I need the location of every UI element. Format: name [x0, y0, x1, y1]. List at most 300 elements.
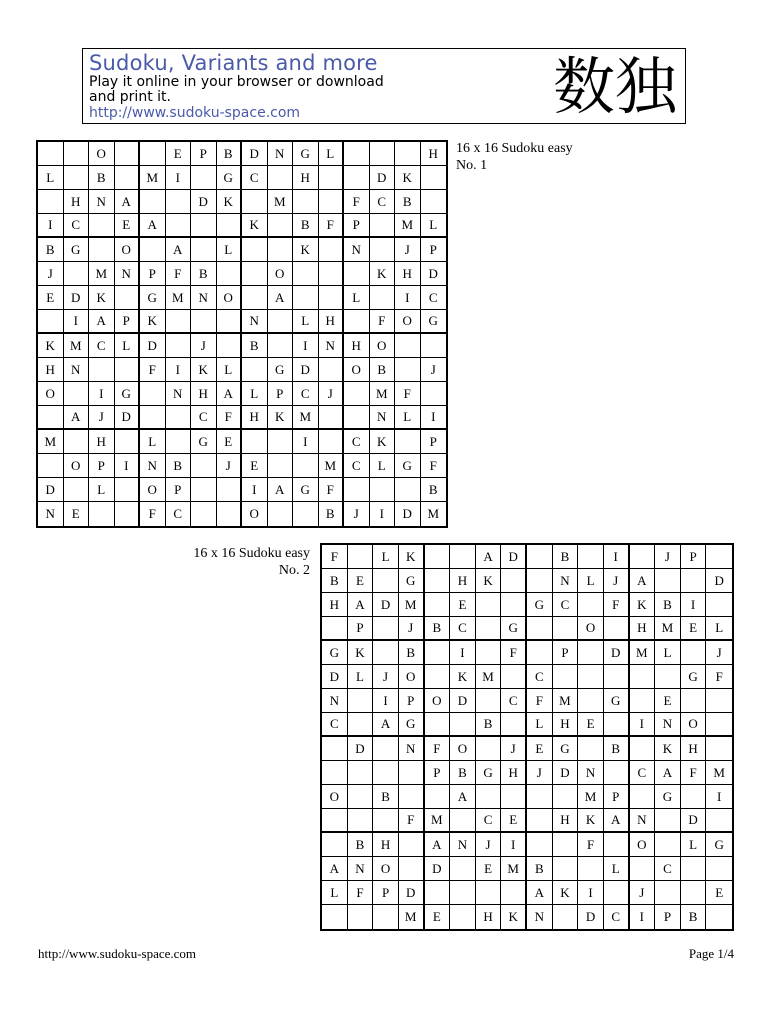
sudoku-cell	[399, 761, 425, 785]
sudoku-cell	[604, 833, 630, 857]
sudoku-cell	[166, 334, 192, 358]
sudoku-cell	[501, 713, 527, 737]
sudoku-cell	[115, 142, 141, 166]
sudoku-cell	[268, 214, 294, 238]
sudoku-cell	[681, 785, 707, 809]
sudoku-cell: J	[706, 641, 732, 665]
sudoku-grid-1	[36, 140, 448, 528]
sudoku-cell	[348, 689, 374, 713]
sudoku-cell: B	[476, 713, 502, 737]
puzzle-2-title	[150, 545, 310, 579]
sudoku-cell: B	[604, 737, 630, 761]
sudoku-cell: C	[421, 286, 447, 310]
sudoku-cell: H	[421, 142, 447, 166]
sudoku-cell	[425, 641, 451, 665]
sudoku-cell: N	[268, 142, 294, 166]
sudoku-cell	[242, 238, 268, 262]
sudoku-cell: F	[604, 593, 630, 617]
sudoku-cell	[527, 833, 553, 857]
sudoku-cell	[395, 478, 421, 502]
puzzle-1-title-line2: No. 1	[456, 158, 488, 173]
sudoku-cell: N	[319, 334, 345, 358]
sudoku-cell: F	[348, 881, 374, 905]
sudoku-cell	[64, 430, 90, 454]
sudoku-cell: A	[604, 809, 630, 833]
sudoku-cell	[476, 737, 502, 761]
sudoku-cell: C	[527, 665, 553, 689]
sudoku-cell	[681, 689, 707, 713]
sudoku-cell: M	[425, 809, 451, 833]
sudoku-cell: H	[89, 430, 115, 454]
sudoku-cell	[630, 737, 656, 761]
sudoku-cell: K	[268, 406, 294, 430]
sudoku-cell: G	[399, 569, 425, 593]
sudoku-cell	[140, 190, 166, 214]
sudoku-cell	[191, 310, 217, 334]
sudoku-cell: B	[319, 502, 345, 526]
sudoku-cell	[166, 214, 192, 238]
sudoku-cell	[344, 310, 370, 334]
sudoku-cell: M	[553, 689, 579, 713]
sudoku-cell: L	[655, 641, 681, 665]
sudoku-cell: G	[399, 713, 425, 737]
sudoku-cell	[421, 166, 447, 190]
sudoku-cell	[89, 358, 115, 382]
sudoku-cell	[578, 593, 604, 617]
sudoku-cell: P	[140, 262, 166, 286]
sudoku-cell	[706, 809, 732, 833]
sudoku-cell	[293, 190, 319, 214]
sudoku-cell: H	[64, 190, 90, 214]
sudoku-cell: D	[115, 406, 141, 430]
sudoku-cell: L	[706, 617, 732, 641]
sudoku-cell: I	[630, 713, 656, 737]
sudoku-cell: C	[64, 214, 90, 238]
sudoku-cell: M	[427, 506, 440, 521]
sudoku-cell: J	[38, 262, 64, 286]
sudoku-cell: J	[344, 502, 370, 526]
sudoku-cell: B	[421, 478, 447, 502]
sudoku-cell: B	[191, 262, 217, 286]
sudoku-cell	[38, 190, 64, 214]
sudoku-cell	[319, 358, 345, 382]
sudoku-cell	[293, 502, 319, 526]
sudoku-cell	[115, 358, 141, 382]
sudoku-cell: O	[395, 310, 421, 334]
sudoku-cell	[527, 545, 553, 569]
sudoku-cell	[140, 142, 166, 166]
sudoku-cell	[476, 641, 502, 665]
sudoku-cell	[242, 190, 268, 214]
sudoku-cell	[655, 665, 681, 689]
sudoku-cell: N	[242, 310, 268, 334]
sudoku-cell	[527, 569, 553, 593]
sudoku-cell: G	[681, 665, 707, 689]
sudoku-cell	[344, 166, 370, 190]
sudoku-cell	[191, 502, 217, 526]
sudoku-cell	[655, 833, 681, 857]
sudoku-cell: P	[655, 905, 681, 929]
sudoku-cell	[242, 262, 268, 286]
sudoku-cell: A	[476, 545, 502, 569]
sudoku-cell	[242, 286, 268, 310]
sudoku-cell: I	[501, 833, 527, 857]
sudoku-cell	[348, 761, 374, 785]
sudoku-cell: D	[348, 737, 374, 761]
sudoku-cell: G	[115, 382, 141, 406]
sudoku-cell: I	[578, 881, 604, 905]
sudoku-cell: H	[476, 905, 502, 929]
sudoku-cell: C	[293, 382, 319, 406]
sudoku-cell	[115, 502, 141, 526]
sudoku-cell: K	[399, 545, 425, 569]
sudoku-cell	[681, 641, 707, 665]
sudoku-cell: K	[553, 881, 579, 905]
sudoku-cell: A	[425, 833, 451, 857]
sudoku-cell	[425, 665, 451, 689]
sudoku-cell: H	[293, 166, 319, 190]
sudoku-cell	[217, 334, 243, 358]
sudoku-cell	[370, 142, 396, 166]
sudoku-cell	[38, 454, 64, 478]
sudoku-cell: B	[395, 190, 421, 214]
sudoku-cell: L	[217, 238, 243, 262]
sudoku-cell	[655, 569, 681, 593]
sudoku-cell: B	[527, 857, 553, 881]
sudoku-cell: F	[681, 761, 707, 785]
sudoku-cell: N	[630, 809, 656, 833]
sudoku-cell: L	[140, 430, 166, 454]
sudoku-cell	[604, 881, 630, 905]
sudoku-cell: I	[630, 905, 656, 929]
puzzle-2-title-line1: 16 x 16 Sudoku easy	[193, 546, 310, 561]
sudoku-cell: M	[140, 166, 166, 190]
sudoku-cell: L	[373, 545, 399, 569]
sudoku-cell: D	[421, 262, 447, 286]
sudoku-cell: G	[217, 166, 243, 190]
sudoku-cell: G	[191, 430, 217, 454]
sudoku-cell: E	[501, 809, 527, 833]
sudoku-cell	[425, 713, 451, 737]
sudoku-cell	[217, 478, 243, 502]
sudoku-cell: E	[64, 502, 90, 526]
sudoku-cell	[630, 785, 656, 809]
sudoku-cell: D	[553, 761, 579, 785]
sudoku-cell: M	[578, 785, 604, 809]
sudoku-cell: C	[322, 713, 348, 737]
sudoku-cell: N	[370, 406, 396, 430]
sudoku-cell: K	[140, 310, 166, 334]
sudoku-cell	[140, 382, 166, 406]
sudoku-cell: C	[553, 593, 579, 617]
sudoku-cell: L	[604, 857, 630, 881]
sudoku-cell	[370, 286, 396, 310]
sudoku-cell: L	[681, 833, 707, 857]
sudoku-cell	[578, 737, 604, 761]
sudoku-cell: P	[268, 382, 294, 406]
sudoku-cell	[476, 785, 502, 809]
sudoku-cell: D	[140, 334, 166, 358]
sudoku-cell: O	[425, 689, 451, 713]
sudoku-cell: B	[293, 214, 319, 238]
sudoku-cell	[64, 478, 90, 502]
sudoku-cell	[322, 809, 348, 833]
sudoku-cell: J	[655, 545, 681, 569]
sudoku-cell: B	[553, 545, 579, 569]
sudoku-cell: G	[64, 238, 90, 262]
sudoku-cell	[217, 502, 243, 526]
sudoku-cell	[140, 238, 166, 262]
sudoku-cell: F	[421, 454, 447, 478]
sudoku-cell: A	[140, 214, 166, 238]
sudoku-cell: D	[373, 593, 399, 617]
sudoku-cell: I	[242, 478, 268, 502]
sudoku-cell	[425, 593, 451, 617]
sudoku-cell	[191, 238, 217, 262]
sudoku-cell	[604, 617, 630, 641]
sudoku-cell: K	[450, 665, 476, 689]
sudoku-cell	[89, 502, 115, 526]
sudoku-cell	[373, 569, 399, 593]
site-banner	[82, 48, 686, 124]
sudoku-cell: H	[38, 358, 64, 382]
sudoku-cell: E	[578, 713, 604, 737]
sudoku-cell: K	[476, 569, 502, 593]
sudoku-cell: F	[319, 214, 345, 238]
sudoku-cell: J	[217, 454, 243, 478]
sudoku-cell: H	[319, 310, 345, 334]
sudoku-cell: E	[655, 689, 681, 713]
sudoku-cell: B	[425, 617, 451, 641]
sudoku-cell: C	[191, 406, 217, 430]
sudoku-cell: B	[38, 238, 64, 262]
sudoku-cell: G	[268, 358, 294, 382]
sudoku-cell	[450, 809, 476, 833]
sudoku-cell: L	[242, 382, 268, 406]
sudoku-cell: O	[322, 785, 348, 809]
sudoku-cell: P	[681, 545, 707, 569]
sudoku-cell	[348, 713, 374, 737]
sudoku-cell: M	[501, 857, 527, 881]
sudoku-cell: J	[421, 358, 447, 382]
sudoku-cell: I	[166, 358, 192, 382]
sudoku-cell: N	[322, 689, 348, 713]
sudoku-cell	[553, 785, 579, 809]
sudoku-cell: K	[89, 286, 115, 310]
sudoku-cell: J	[501, 737, 527, 761]
sudoku-cell: D	[399, 881, 425, 905]
sudoku-cell: C	[166, 502, 192, 526]
sudoku-cell: G	[293, 478, 319, 502]
sudoku-cell: E	[38, 286, 64, 310]
sudoku-cell: A	[166, 238, 192, 262]
sudoku-cell	[322, 761, 348, 785]
sudoku-cell: F	[217, 406, 243, 430]
sudoku-cell: D	[706, 569, 732, 593]
sudoku-cell: D	[501, 545, 527, 569]
sudoku-cell: K	[655, 737, 681, 761]
sudoku-cell	[681, 857, 707, 881]
sudoku-cell	[476, 593, 502, 617]
sudoku-cell: H	[373, 833, 399, 857]
sudoku-cell: F	[140, 502, 166, 526]
sudoku-cell: I	[38, 214, 64, 238]
sudoku-cell: P	[399, 689, 425, 713]
sudoku-cell	[553, 857, 579, 881]
sudoku-cell	[421, 382, 447, 406]
sudoku-cell: F	[140, 358, 166, 382]
sudoku-cell: K	[293, 238, 319, 262]
sudoku-cell: A	[89, 310, 115, 334]
sudoku-cell: K	[370, 262, 396, 286]
sudoku-cell: L	[578, 569, 604, 593]
sudoku-cell	[501, 593, 527, 617]
sudoku-cell: D	[322, 665, 348, 689]
sudoku-cell	[344, 478, 370, 502]
sudoku-cell	[38, 406, 64, 430]
sudoku-cell: H	[395, 262, 421, 286]
sudoku-cell	[476, 617, 502, 641]
sudoku-cell: H	[681, 737, 707, 761]
sudoku-cell	[166, 310, 192, 334]
sudoku-cell: I	[681, 593, 707, 617]
sudoku-cell: G	[476, 761, 502, 785]
sudoku-cell	[604, 665, 630, 689]
sudoku-cell: O	[268, 262, 294, 286]
sudoku-cell: L	[115, 334, 141, 358]
sudoku-cell	[399, 785, 425, 809]
sudoku-cell: G	[553, 737, 579, 761]
sudoku-cell: M	[293, 406, 319, 430]
sudoku-cell	[476, 689, 502, 713]
sudoku-cell	[425, 785, 451, 809]
sudoku-cell	[242, 358, 268, 382]
sudoku-cell: A	[450, 785, 476, 809]
sudoku-cell	[166, 406, 192, 430]
sudoku-cell: P	[166, 478, 192, 502]
sudoku-cell: E	[348, 569, 374, 593]
sudoku-cell	[268, 334, 294, 358]
sudoku-cell: D	[38, 478, 64, 502]
sudoku-cell: A	[217, 382, 243, 406]
sudoku-cell	[319, 238, 345, 262]
sudoku-cell: P	[373, 881, 399, 905]
sudoku-cell: I	[421, 406, 447, 430]
sudoku-cell: N	[578, 761, 604, 785]
sudoku-cell: F	[344, 190, 370, 214]
sudoku-cell: M	[706, 761, 732, 785]
sudoku-cell	[64, 142, 90, 166]
sudoku-cell: M	[476, 665, 502, 689]
sudoku-cell	[527, 641, 553, 665]
sudoku-cell	[322, 617, 348, 641]
sudoku-cell	[706, 905, 732, 929]
sudoku-cell	[319, 190, 345, 214]
sudoku-cell	[344, 262, 370, 286]
sudoku-cell	[373, 761, 399, 785]
sudoku-cell: O	[578, 617, 604, 641]
sudoku-cell	[421, 190, 447, 214]
sudoku-cell: D	[604, 641, 630, 665]
sudoku-cell: H	[553, 809, 579, 833]
sudoku-cell	[527, 785, 553, 809]
sudoku-cell: B	[370, 358, 396, 382]
sudoku-cell: O	[450, 737, 476, 761]
sudoku-cell	[578, 665, 604, 689]
sudoku-cell: O	[681, 713, 707, 737]
sudoku-cell	[655, 881, 681, 905]
sudoku-cell: E	[425, 905, 451, 929]
sudoku-cell	[527, 809, 553, 833]
sudoku-cell: M	[655, 617, 681, 641]
sudoku-cell: O	[64, 454, 90, 478]
sudoku-cell: C	[476, 809, 502, 833]
sudoku-cell: C	[89, 334, 115, 358]
sudoku-cell	[319, 430, 345, 454]
sudoku-cell: G	[395, 454, 421, 478]
sudoku-cell: G	[655, 785, 681, 809]
sudoku-cell: D	[242, 142, 268, 166]
sudoku-cell: G	[421, 310, 447, 334]
sudoku-cell	[395, 430, 421, 454]
sudoku-cell	[217, 214, 243, 238]
sudoku-cell	[115, 430, 141, 454]
sudoku-cell: O	[140, 478, 166, 502]
sudoku-cell: N	[399, 737, 425, 761]
sudoku-cell: F	[578, 833, 604, 857]
sudoku-cell: L	[421, 214, 447, 238]
sudoku-cell	[348, 905, 374, 929]
sudoku-cell	[89, 238, 115, 262]
sudoku-cell	[553, 665, 579, 689]
sudoku-cell: P	[425, 761, 451, 785]
sudoku-cell: L	[370, 454, 396, 478]
sudoku-cell: O	[242, 502, 268, 526]
sudoku-cell: F	[370, 310, 396, 334]
sudoku-cell	[450, 857, 476, 881]
sudoku-cell: A	[373, 713, 399, 737]
sudoku-cell: L	[395, 406, 421, 430]
sudoku-cell	[217, 310, 243, 334]
sudoku-cell	[421, 334, 447, 358]
sudoku-cell: F	[706, 665, 732, 689]
sudoku-cell: G	[322, 641, 348, 665]
sudoku-cell: P	[115, 310, 141, 334]
sudoku-cell: D	[578, 905, 604, 929]
sudoku-cell	[373, 737, 399, 761]
sudoku-cell: C	[604, 905, 630, 929]
sudoku-cell: C	[450, 617, 476, 641]
sudoku-cell: I	[373, 689, 399, 713]
sudoku-cell: M	[399, 905, 425, 929]
sudoku-cell	[630, 689, 656, 713]
sudoku-cell: J	[604, 569, 630, 593]
sudoku-cell	[348, 545, 374, 569]
sudoku-cell: L	[38, 166, 64, 190]
sudoku-cell: C	[344, 430, 370, 454]
sudoku-cell	[501, 785, 527, 809]
sudoku-cell	[115, 166, 141, 190]
sudoku-cell: H	[501, 761, 527, 785]
sudoku-cell	[268, 502, 294, 526]
sudoku-cell	[395, 334, 421, 358]
sudoku-cell	[268, 430, 294, 454]
sudoku-cell	[319, 406, 345, 430]
sudoku-cell: O	[217, 286, 243, 310]
sudoku-cell: O	[399, 665, 425, 689]
sudoku-cell: K	[191, 358, 217, 382]
sudoku-cell: K	[242, 214, 268, 238]
